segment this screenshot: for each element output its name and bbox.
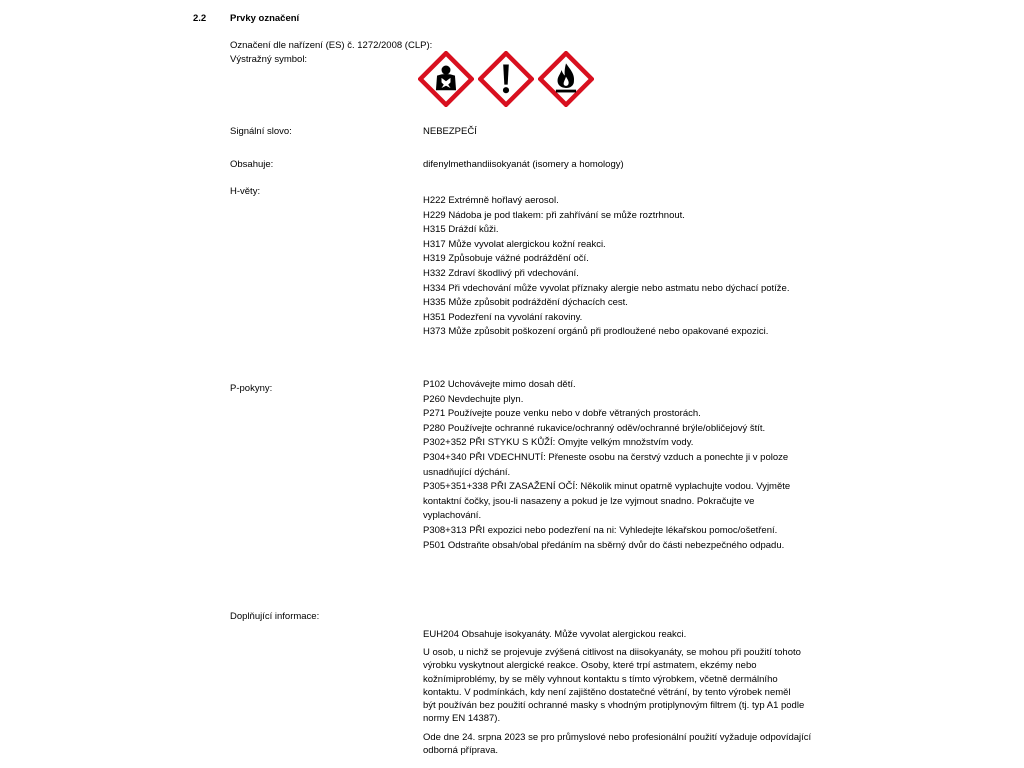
- h-statement: H334 Při vdechování může vyvolat příznaky alergie nebo astmatu nebo dýchací potíže.: [423, 282, 790, 294]
- h-statement: H332 Zdraví škodlivý při vdechování.: [423, 267, 579, 279]
- paragraph-line: U osob, u nichž se projevuje zvýšená citlivost na diisokyanáty, se mohou při použití tohoto: [423, 647, 801, 658]
- paragraph-line: Ode dne 24. srpna 2023 se pro průmyslové nebo profesionální použití vyžaduje odpovídající: [423, 732, 812, 743]
- h-statement: H222 Extrémně hořlavý aerosol.: [423, 195, 559, 206]
- section-title: Prvky označení: [230, 13, 300, 24]
- paragraph-line: výrobku vyskytnout alergické reakce. Osoby, které trpí astmatem, ekzémy nebo: [423, 660, 757, 672]
- signal-word-value: NEBEZPEČÍ: [423, 126, 477, 137]
- h-statements-label: H-věty:: [230, 186, 261, 197]
- p-statements-label: P-pokyny:: [230, 383, 273, 394]
- h-statements-list: [423, 194, 789, 340]
- p-statement-continuation: usnadňující dýchání.: [423, 466, 511, 478]
- h-statement: H317 Může vyvolat alergickou kožní reakci.: [423, 238, 606, 250]
- paragraph-line: kontaktu. V podmínkách, kdy není zajištěno dostatečné větrání, by tento výrobek neměl: [423, 686, 791, 698]
- p-statement: P302+352 PŘI STYKU S KŮŽÍ: Omyjte velkým množstvím vody.: [423, 437, 694, 449]
- paragraph-line: kožnímiproblémy, by se měly vyhnout kontaktu s tímto výrobkem, včetně dermálního: [423, 673, 778, 685]
- sensitization-paragraph: [423, 646, 804, 726]
- h-statement: H335 Může způsobit podráždění dýchacích cest.: [423, 297, 628, 309]
- p-statement: P501 Odstraňte obsah/obal předáním na sběrný dvůr do části nebezpečného odpadu.: [423, 539, 785, 551]
- p-statements-list: [423, 378, 790, 553]
- p-statement: P305+351+338 PŘI ZASAŽENÍ OČÍ: Několik minut opatrně vyplachujte vodou. Vyjměte: [423, 481, 791, 493]
- p-statement-continuation: kontaktní čočky, jsou-li nasazeny a pokud je lze vyjmout snadno. Pokračujte ve: [423, 495, 755, 507]
- paragraph-line: být používán bez použití ochranné masky s vhodným protiplynovým filtrem (tj. typ A1 podle: [423, 700, 805, 712]
- paragraph-line: normy EN 14387).: [423, 713, 501, 725]
- symbol-label: Výstražný symbol:: [230, 54, 308, 65]
- hazard-pictograms: [418, 51, 594, 107]
- h-statement: H373 Může způsobit poškození orgánů při prodloužené nebo opakované expozici.: [423, 326, 769, 338]
- contains-label: Obsahuje:: [230, 159, 274, 170]
- health-hazard-icon: [418, 51, 474, 107]
- p-statement: P102 Uchovávejte mimo dosah dětí.: [423, 379, 576, 390]
- training-paragraph: [423, 731, 811, 758]
- paragraph-line: odborná příprava.: [423, 745, 498, 757]
- p-statement: P271 Používejte pouze venku nebo v dobře větraných prostorách.: [423, 408, 701, 420]
- p-statement: P308+313 PŘI expozici nebo podezření na ni: Vyhledejte lékařskou pomoc/ošetření.: [423, 524, 778, 536]
- contains-value: difenylmethandiisokyanát (isomery a homology): [423, 159, 624, 170]
- exclamation-mark-icon: [478, 51, 534, 107]
- supplementary-label: Doplňující informace:: [230, 611, 320, 622]
- h-statement: H319 Způsobuje vážné podráždění očí.: [423, 253, 589, 265]
- signal-word-label: Signální slovo:: [230, 126, 292, 137]
- p-statement: P260 Nevdechujte plyn.: [423, 393, 524, 405]
- flame-icon: [538, 51, 594, 107]
- p-statement: P304+340 PŘI VDECHNUTÍ: Přeneste osobu na čerstvý vzduch a ponechte ji v poloze: [423, 451, 789, 463]
- p-statement-continuation: vyplachování.: [423, 510, 482, 522]
- clp-label: Označení dle nařízení (ES) č. 1272/2008 (CLP):: [230, 40, 433, 51]
- section-number: 2.2: [193, 13, 207, 24]
- h-statement: H229 Nádoba je pod tlakem: při zahřívání se může roztrhnout.: [423, 209, 685, 221]
- h-statement: H351 Podezření na vyvolání rakoviny.: [423, 311, 583, 323]
- euh-statement: EUH204 Obsahuje isokyanáty. Může vyvolat alergickou reakci.: [423, 629, 687, 640]
- p-statement: P280 Používejte ochranné rukavice/ochranný oděv/ochranné brýle/obličejový štít.: [423, 422, 766, 434]
- h-statement: H315 Dráždí kůži.: [423, 224, 499, 236]
